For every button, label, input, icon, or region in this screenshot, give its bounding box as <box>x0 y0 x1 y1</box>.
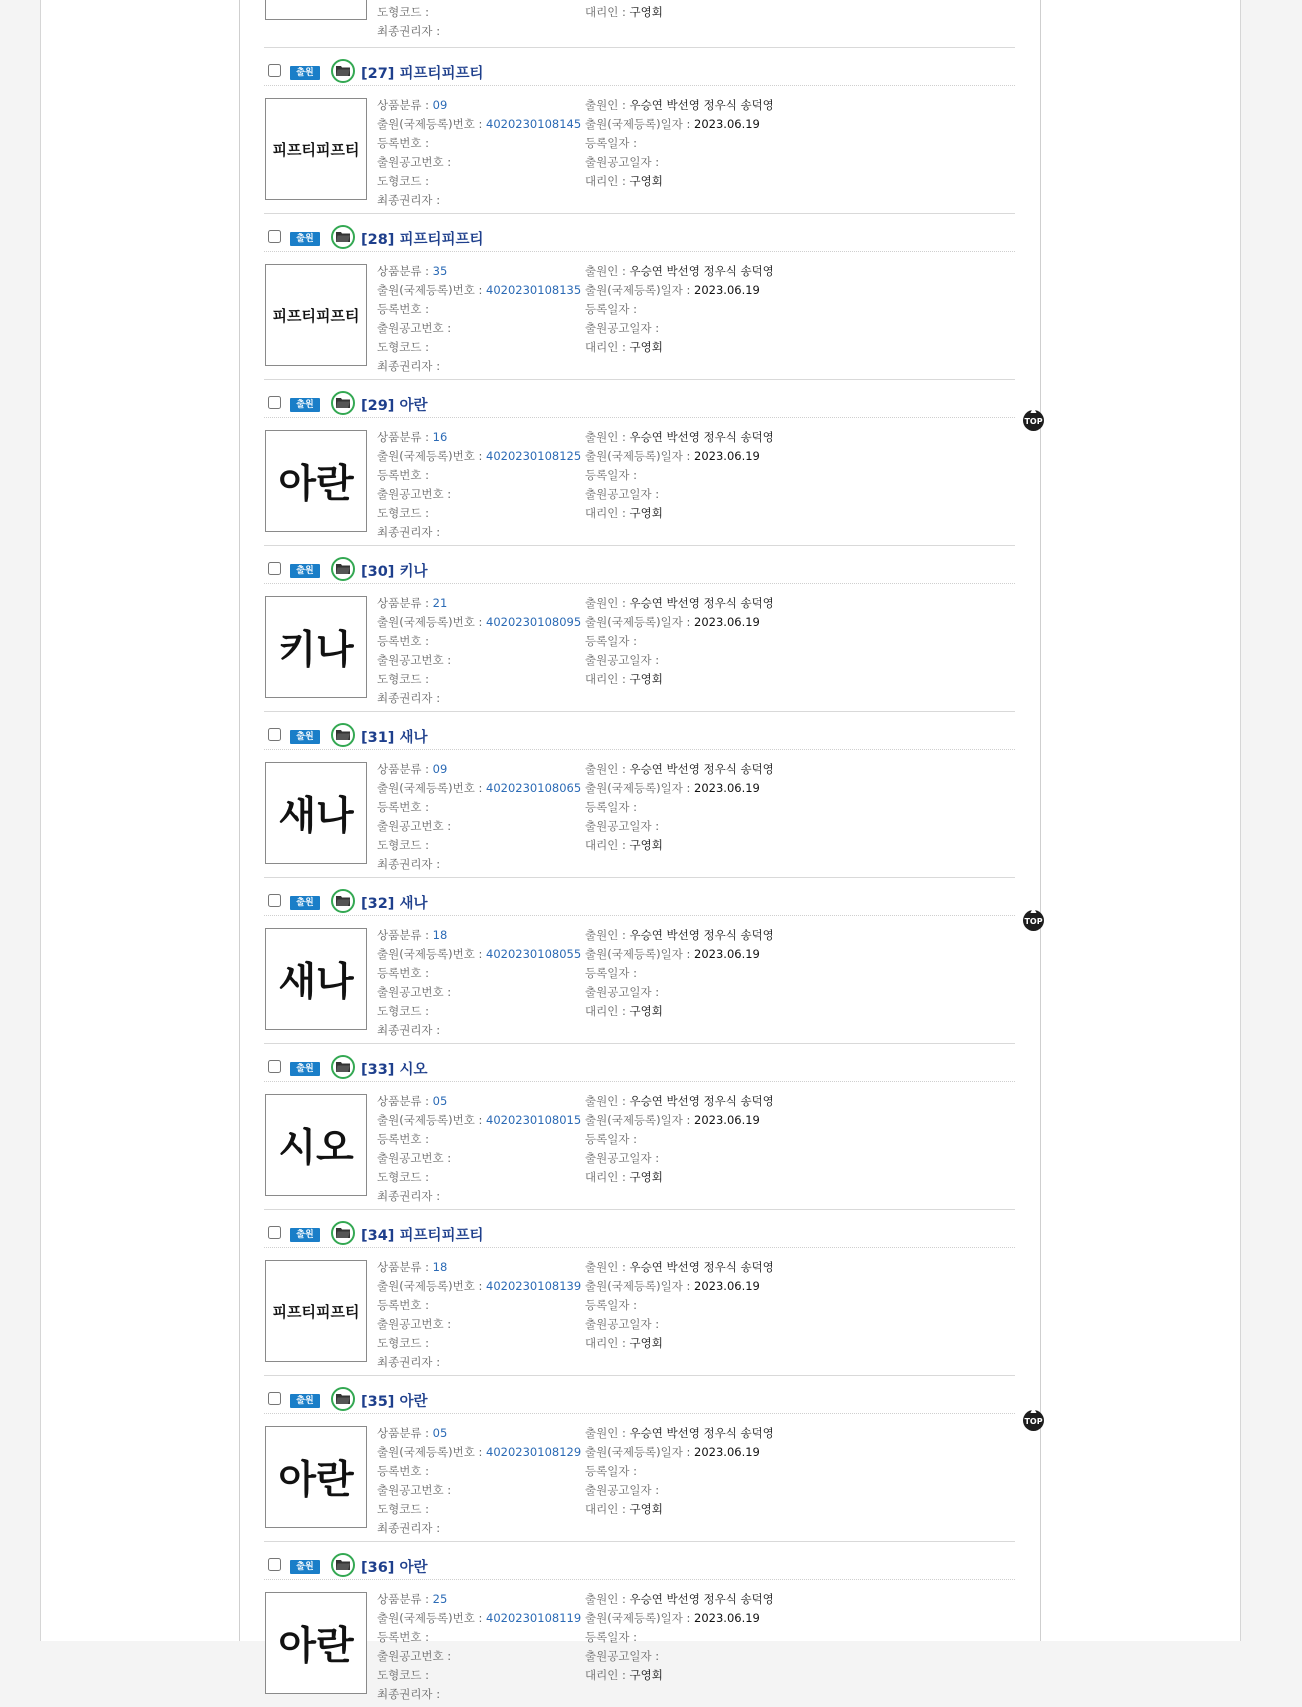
status-badge: 출원 <box>290 66 320 80</box>
select-checkbox[interactable] <box>268 1392 281 1405</box>
reg-number-row: 등록번호 : <box>377 966 429 980</box>
trademark-thumbnail[interactable]: 아란 <box>265 430 367 532</box>
product-class-row: 상품분류 : 09 <box>377 762 448 776</box>
app-number-row: 출원(국제등록)번호 : 4020230108065 <box>377 781 582 795</box>
trademark-thumbnail[interactable]: 키나 <box>265 596 367 698</box>
pub-date-row: 출원공고일자 : <box>585 1649 660 1663</box>
reg-date-row: 등록일자 : <box>585 634 637 648</box>
final-owner-row: 최종권리자 : <box>377 525 441 539</box>
reg-date-row: 등록일자 : <box>585 1464 637 1478</box>
design-code-row: 도형코드 : <box>377 672 429 686</box>
item-header <box>264 545 1015 584</box>
folder-icon[interactable] <box>331 1221 355 1245</box>
trademark-thumbnail[interactable]: 아란 <box>265 1426 367 1528</box>
scroll-top-button[interactable]: ▲ TOP <box>1023 410 1044 431</box>
status-badge: 출원 <box>290 564 320 578</box>
agent-row: 대리인 : 구영회 <box>585 174 663 188</box>
design-code-row: 도형코드 : <box>377 174 429 188</box>
list-item <box>264 47 1015 213</box>
pub-number-row: 출원공고번호 : <box>377 155 452 169</box>
pub-number-row: 출원공고번호 : <box>377 1483 452 1497</box>
app-date-row: 출원(국제등록)일자 : 2023.06.19 <box>585 947 760 961</box>
agent-row: 대리인 : 구영회 <box>585 340 663 354</box>
reg-number-row: 등록번호 : <box>377 1464 429 1478</box>
agent-row: 대리인 : 구영회 <box>585 838 663 852</box>
app-number-link[interactable]: 4020230108139 <box>486 1279 582 1293</box>
pub-date-row: 출원공고일자 : <box>585 155 660 169</box>
app-number-link[interactable]: 4020230108055 <box>486 947 582 961</box>
trademark-title-link[interactable]: [36] 아란 <box>361 1560 428 1576</box>
applicant-row: 출원인 : 우승연 박선영 정우식 송덕영 <box>585 596 774 610</box>
trademark-title-link[interactable]: [31] 새나 <box>361 730 428 746</box>
pub-date-row: 출원공고일자 : <box>585 321 660 335</box>
design-code-row: 도형코드 : <box>377 1004 429 1018</box>
app-number-link[interactable]: 4020230108119 <box>486 1611 582 1625</box>
select-checkbox[interactable] <box>268 230 281 243</box>
app-number-row: 출원(국제등록)번호 : 4020230108129 <box>377 1445 582 1459</box>
trademark-thumbnail[interactable]: 피프티피프티 <box>265 98 367 200</box>
final-owner-row: 최종권리자 : <box>377 24 441 38</box>
design-code-row: 도형코드 : <box>377 1336 429 1350</box>
folder-icon[interactable] <box>331 225 355 249</box>
final-owner-row: 최종권리자 : <box>377 1189 441 1203</box>
status-badge: 출원 <box>290 896 320 910</box>
trademark-thumbnail[interactable]: 아란 <box>265 1592 367 1694</box>
item-header <box>264 1043 1015 1082</box>
status-badge: 출원 <box>290 730 320 744</box>
item-header <box>264 1209 1015 1248</box>
reg-date-row: 등록일자 : <box>585 800 637 814</box>
app-date-row: 출원(국제등록)일자 : 2023.06.19 <box>585 283 760 297</box>
select-checkbox[interactable] <box>268 562 281 575</box>
trademark-thumbnail[interactable]: 시오 <box>265 1094 367 1196</box>
pub-date-row: 출원공고일자 : <box>585 985 660 999</box>
app-date-row: 출원(국제등록)일자 : 2023.06.19 <box>585 615 760 629</box>
agent-row: 대리인 : 구영회 <box>585 506 663 520</box>
item-header <box>264 711 1015 750</box>
status-badge: 출원 <box>290 1228 320 1242</box>
reg-number-row: 등록번호 : <box>377 1132 429 1146</box>
app-number-link[interactable]: 4020230108129 <box>486 1445 582 1459</box>
arrow-up-icon: ▲ <box>1030 1405 1037 1414</box>
design-code-row: 도형코드 : <box>377 1668 429 1682</box>
status-badge: 출원 <box>290 1560 320 1574</box>
item-header <box>264 1375 1015 1414</box>
folder-icon[interactable] <box>331 889 355 913</box>
final-owner-row: 최종권리자 : <box>377 857 441 871</box>
design-code-row: 도형코드 : <box>377 1502 429 1516</box>
design-code-row: 도형코드 : <box>377 340 429 354</box>
pub-date-row: 출원공고일자 : <box>585 653 660 667</box>
design-code-row: 도형코드 : <box>377 5 429 19</box>
select-checkbox[interactable] <box>268 728 281 741</box>
status-badge: 출원 <box>290 1062 320 1076</box>
pub-number-row: 출원공고번호 : <box>377 653 452 667</box>
item-header <box>264 47 1015 86</box>
pub-date-row: 출원공고일자 : <box>585 1317 660 1331</box>
applicant-row: 출원인 : 우승연 박선영 정우식 송덕영 <box>585 762 774 776</box>
final-owner-row: 최종권리자 : <box>377 1687 441 1701</box>
applicant-row: 출원인 : 우승연 박선영 정우식 송덕영 <box>585 1592 774 1606</box>
reg-number-row: 등록번호 : <box>377 136 429 150</box>
agent-row: 대리인 : 구영회 <box>585 1170 663 1184</box>
app-number-row: 출원(국제등록)번호 : 4020230108125 <box>377 449 582 463</box>
list-item <box>264 1375 1015 1541</box>
product-class-row: 상품분류 : 35 <box>377 264 448 278</box>
arrow-up-icon: ▲ <box>1030 405 1037 414</box>
app-number-row: 출원(국제등록)번호 : 4020230108055 <box>377 947 582 961</box>
product-class-row: 상품분류 : 09 <box>377 98 448 112</box>
folder-icon[interactable] <box>331 1055 355 1079</box>
design-code-row: 도형코드 : <box>377 838 429 852</box>
reg-date-row: 등록일자 : <box>585 302 637 316</box>
app-number-row: 출원(국제등록)번호 : 4020230108135 <box>377 283 582 297</box>
pub-number-row: 출원공고번호 : <box>377 1649 452 1663</box>
pub-number-row: 출원공고번호 : <box>377 819 452 833</box>
reg-number-row: 등록번호 : <box>377 302 429 316</box>
final-owner-row: 최종권리자 : <box>377 1023 441 1037</box>
pub-date-row: 출원공고일자 : <box>585 1483 660 1497</box>
trademark-thumbnail[interactable]: 피프티피프티 <box>265 1260 367 1362</box>
select-checkbox[interactable] <box>268 64 281 77</box>
trademark-thumbnail[interactable]: 피프티피프티 <box>265 264 367 366</box>
final-owner-row: 최종권리자 : <box>377 1521 441 1535</box>
scroll-top-button[interactable]: ▲ TOP <box>1023 1410 1044 1431</box>
agent-row: 대리인 : 구영회 <box>585 1004 663 1018</box>
app-date-row: 출원(국제등록)일자 : 2023.06.19 <box>585 1445 760 1459</box>
folder-icon[interactable] <box>331 1387 355 1411</box>
app-date-row: 출원(국제등록)일자 : 2023.06.19 <box>585 449 760 463</box>
list-item <box>264 711 1015 877</box>
trademark-title-link[interactable]: [27] 피프티피프티 <box>361 66 484 82</box>
app-date-row: 출원(국제등록)일자 : 2023.06.19 <box>585 117 760 131</box>
pub-number-row: 출원공고번호 : <box>377 1317 452 1331</box>
app-number-link[interactable]: 4020230108125 <box>486 449 582 463</box>
pub-date-row: 출원공고일자 : <box>585 819 660 833</box>
trademark-thumbnail[interactable]: 새나 <box>265 928 367 1030</box>
list-item <box>264 1541 1015 1707</box>
trademark-thumbnail[interactable]: 새나 <box>265 762 367 864</box>
item-header <box>264 877 1015 916</box>
app-number-link[interactable]: 4020230108015 <box>486 1113 582 1127</box>
folder-icon[interactable] <box>331 59 355 83</box>
trademark-title-link[interactable]: [30] 키나 <box>361 564 428 580</box>
final-owner-row: 최종권리자 : <box>377 193 441 207</box>
product-class-row: 상품분류 : 05 <box>377 1426 448 1440</box>
list-item <box>264 1209 1015 1375</box>
reg-number-row: 등록번호 : <box>377 1630 429 1644</box>
applicant-row: 출원인 : 우승연 박선영 정우식 송덕영 <box>585 1094 774 1108</box>
app-date-row: 출원(국제등록)일자 : 2023.06.19 <box>585 1279 760 1293</box>
reg-number-row: 등록번호 : <box>377 634 429 648</box>
product-class-row: 상품분류 : 18 <box>377 1260 448 1274</box>
final-owner-row: 최종권리자 : <box>377 691 441 705</box>
reg-date-row: 등록일자 : <box>585 1630 637 1644</box>
select-checkbox[interactable] <box>268 1558 281 1571</box>
design-code-row: 도형코드 : <box>377 506 429 520</box>
app-number-row: 출원(국제등록)번호 : 4020230108119 <box>377 1611 582 1625</box>
applicant-row: 출원인 : 우승연 박선영 정우식 송덕영 <box>585 1260 774 1274</box>
trademark-title-link[interactable]: [34] 피프티피프티 <box>361 1228 484 1244</box>
trademark-title-link[interactable]: [32] 새나 <box>361 896 428 912</box>
item-header <box>264 1541 1015 1580</box>
select-checkbox[interactable] <box>268 1226 281 1239</box>
pub-number-row: 출원공고번호 : <box>377 321 452 335</box>
applicant-row: 출원인 : 우승연 박선영 정우식 송덕영 <box>585 98 774 112</box>
agent-row: 대리인 : 구영회 <box>585 672 663 686</box>
trademark-thumbnail[interactable] <box>265 0 367 20</box>
app-number-link[interactable]: 4020230108095 <box>486 615 582 629</box>
folder-icon[interactable] <box>331 1553 355 1577</box>
reg-date-row: 등록일자 : <box>585 1298 637 1312</box>
status-badge: 출원 <box>290 1394 320 1408</box>
list-item <box>264 1043 1015 1209</box>
pub-date-row: 출원공고일자 : <box>585 487 660 501</box>
final-owner-row: 최종권리자 : <box>377 359 441 373</box>
list-item <box>264 379 1015 545</box>
app-number-link[interactable]: 4020230108145 <box>486 117 582 131</box>
applicant-row: 출원인 : 우승연 박선영 정우식 송덕영 <box>585 430 774 444</box>
app-number-row: 출원(국제등록)번호 : 4020230108095 <box>377 615 582 629</box>
app-number-row: 출원(국제등록)번호 : 4020230108145 <box>377 117 582 131</box>
applicant-row: 출원인 : 우승연 박선영 정우식 송덕영 <box>585 264 774 278</box>
reg-date-row: 등록일자 : <box>585 1132 637 1146</box>
trademark-title-link[interactable]: [35] 아란 <box>361 1394 428 1410</box>
pub-number-row: 출원공고번호 : <box>377 1151 452 1165</box>
status-badge: 출원 <box>290 232 320 246</box>
select-checkbox[interactable] <box>268 1060 281 1073</box>
pub-number-row: 출원공고번호 : <box>377 487 452 501</box>
pub-date-row: 출원공고일자 : <box>585 1151 660 1165</box>
product-class-row: 상품분류 : 18 <box>377 928 448 942</box>
agent-row: 대리인 : 구영회 <box>585 1336 663 1350</box>
folder-icon[interactable] <box>331 391 355 415</box>
final-owner-row: 최종권리자 : <box>377 1355 441 1369</box>
reg-number-row: 등록번호 : <box>377 800 429 814</box>
app-number-row: 출원(국제등록)번호 : 4020230108139 <box>377 1279 582 1293</box>
reg-date-row: 등록일자 : <box>585 136 637 150</box>
reg-number-row: 등록번호 : <box>377 468 429 482</box>
list-item <box>264 877 1015 1043</box>
app-number-link[interactable]: 4020230108135 <box>486 283 582 297</box>
applicant-row: 출원인 : 우승연 박선영 정우식 송덕영 <box>585 928 774 942</box>
agent-row: 대리인 : 구영회 <box>585 5 663 19</box>
folder-icon[interactable] <box>331 557 355 581</box>
arrow-up-icon: ▲ <box>1030 905 1037 914</box>
app-date-row: 출원(국제등록)일자 : 2023.06.19 <box>585 1611 760 1625</box>
app-date-row: 출원(국제등록)일자 : 2023.06.19 <box>585 1113 760 1127</box>
agent-row: 대리인 : 구영회 <box>585 1502 663 1516</box>
product-class-row: 상품분류 : 25 <box>377 1592 448 1606</box>
app-number-row: 출원(국제등록)번호 : 4020230108015 <box>377 1113 582 1127</box>
select-checkbox[interactable] <box>268 396 281 409</box>
trademark-title-link[interactable]: [29] 아란 <box>361 398 428 414</box>
product-class-row: 상품분류 : 16 <box>377 430 448 444</box>
trademark-title-link[interactable]: [28] 피프티피프티 <box>361 232 484 248</box>
pub-number-row: 출원공고번호 : <box>377 985 452 999</box>
scroll-top-button[interactable]: ▲ TOP <box>1023 910 1044 931</box>
folder-icon[interactable] <box>331 723 355 747</box>
list-item <box>264 545 1015 711</box>
product-class-row: 상품분류 : 05 <box>377 1094 448 1108</box>
reg-date-row: 등록일자 : <box>585 966 637 980</box>
product-class-row: 상품분류 : 21 <box>377 596 448 610</box>
reg-date-row: 등록일자 : <box>585 468 637 482</box>
reg-number-row: 등록번호 : <box>377 1298 429 1312</box>
trademark-title-link[interactable]: [33] 시오 <box>361 1062 428 1078</box>
status-badge: 출원 <box>290 398 320 412</box>
app-number-link[interactable]: 4020230108065 <box>486 781 582 795</box>
agent-row: 대리인 : 구영회 <box>585 1668 663 1682</box>
item-header <box>264 379 1015 418</box>
applicant-row: 출원인 : 우승연 박선영 정우식 송덕영 <box>585 1426 774 1440</box>
item-header <box>264 213 1015 252</box>
design-code-row: 도형코드 : <box>377 1170 429 1184</box>
list-item <box>264 213 1015 379</box>
app-date-row: 출원(국제등록)일자 : 2023.06.19 <box>585 781 760 795</box>
select-checkbox[interactable] <box>268 894 281 907</box>
